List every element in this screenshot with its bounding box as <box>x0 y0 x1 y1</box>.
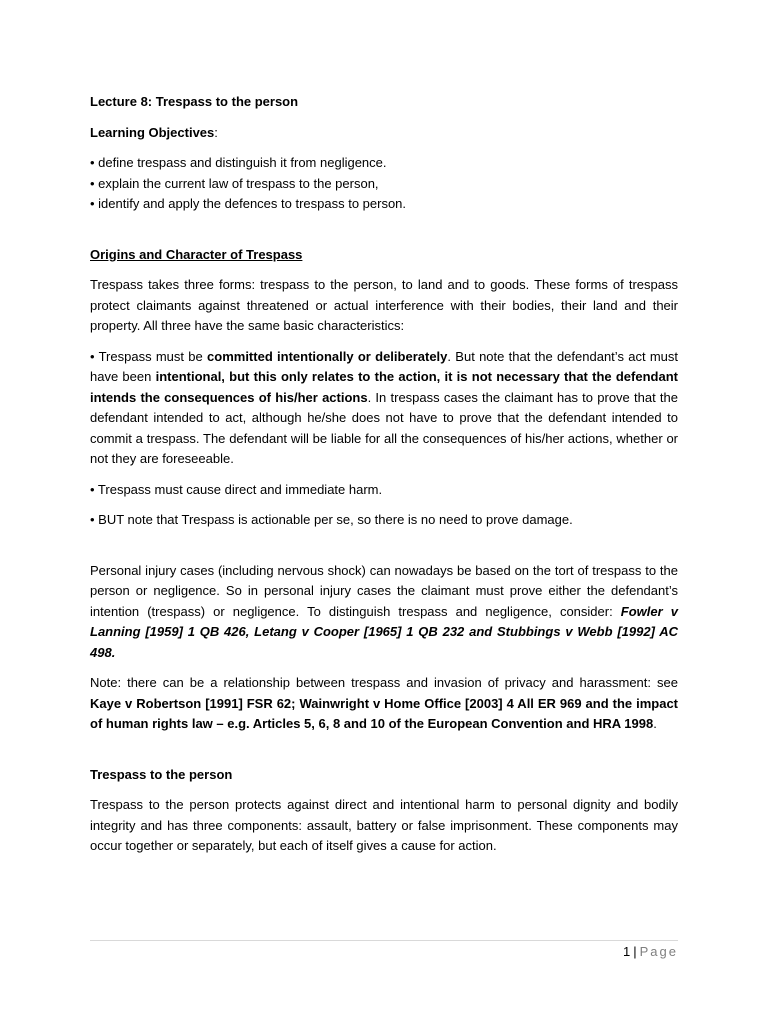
spacer <box>90 745 678 765</box>
page-footer <box>90 940 678 959</box>
bullet-bold-text: committed intentionally or deliberately <box>207 348 448 364</box>
bullet-intentional <box>90 347 678 470</box>
learning-objectives-colon: : <box>214 124 218 140</box>
page-label: Page <box>639 944 678 959</box>
case-citations: Fowler v Lanning [1959] 1 QB 426, Letang v Cooper [1965] 1 QB 232 and Stubbings v Webb [1992] AC 498. <box>90 603 678 660</box>
objective-item: • explain the current law of trespass to the person, <box>90 175 379 191</box>
objective-item: • define trespass and distinguish it from negligence. <box>90 155 387 170</box>
learning-objectives-label: Learning Objectives <box>90 124 215 140</box>
learning-objectives-heading <box>90 123 678 144</box>
personal-injury-text: Personal injury cases (including nervous shock) can nowadays be based on the tort of trespass to the person or negligence. So in personal injury cases the claimant must prove either the defendant’s intention (trespass) or negligence. To distinguish trespass and negligence, consider: <box>90 562 678 619</box>
section-heading-trespass-person: Trespass to the person <box>90 766 233 782</box>
bullet-text: . In trespass cases the claimant has to prove that the defendant intended to act, although he/she does not have to prove that the defendant intended to commit a trespass. The defendant will be liable for all the consequences of his/her actions, whether or not they are foreseeable. <box>90 389 678 466</box>
note-text: Note: there can be a relationship between trespass and invasion of privacy and harassment: see <box>90 675 678 690</box>
bullet-text: . But note that the defendant’s act must have been <box>90 348 679 384</box>
spacer <box>90 215 678 235</box>
objectives-list <box>90 153 678 215</box>
spacer <box>90 541 678 561</box>
footer-separator: | <box>633 944 637 959</box>
note-end: . <box>653 716 657 731</box>
trespass-person-paragraph: Trespass to the person protects against direct and intentional harm to personal dignity and bodily integrity and has three components: assault, battery or false imprisonment. These components may occur together or separately, but each of itself gives a cause for action. <box>90 797 678 853</box>
bullet-bold-text: intentional, but this only relates to the action, it is not necessary that the defendant intends the consequences of his/her actions <box>90 369 678 405</box>
bullet-text: • Trespass must be <box>90 348 208 364</box>
note-citations: Kaye v Robertson [1991] FSR 62; Wainwright v Home Office [2003] 4 All ER 969 and the impact of human rights law – e.g. Articles 5, 6, 8 and 10 of the European Convention and HRA 1998 <box>90 695 678 731</box>
intro-paragraph: Trespass takes three forms: trespass to the person, to land and to goods. These forms of trespass protect claimants against threatened or actual interference with their bodies, their land and their property. All three have the same basic characteristics: <box>90 277 678 333</box>
lecture-title: Lecture 8: Trespass to the person <box>90 94 299 109</box>
personal-injury-paragraph <box>90 561 678 664</box>
spacer <box>90 235 678 245</box>
note-paragraph <box>90 673 678 735</box>
objective-item: • identify and apply the defences to trespass to person. <box>90 196 407 211</box>
section-heading-origins: Origins and Character of Trespass <box>90 246 303 262</box>
bullet-direct-harm: • Trespass must cause direct and immediate harm. <box>90 481 383 497</box>
bullet-actionable-per-se: • BUT note that Trespass is actionable per se, so there is no need to prove damage. <box>90 512 573 527</box>
page-number: 1 <box>623 944 631 959</box>
document-page <box>90 92 678 867</box>
